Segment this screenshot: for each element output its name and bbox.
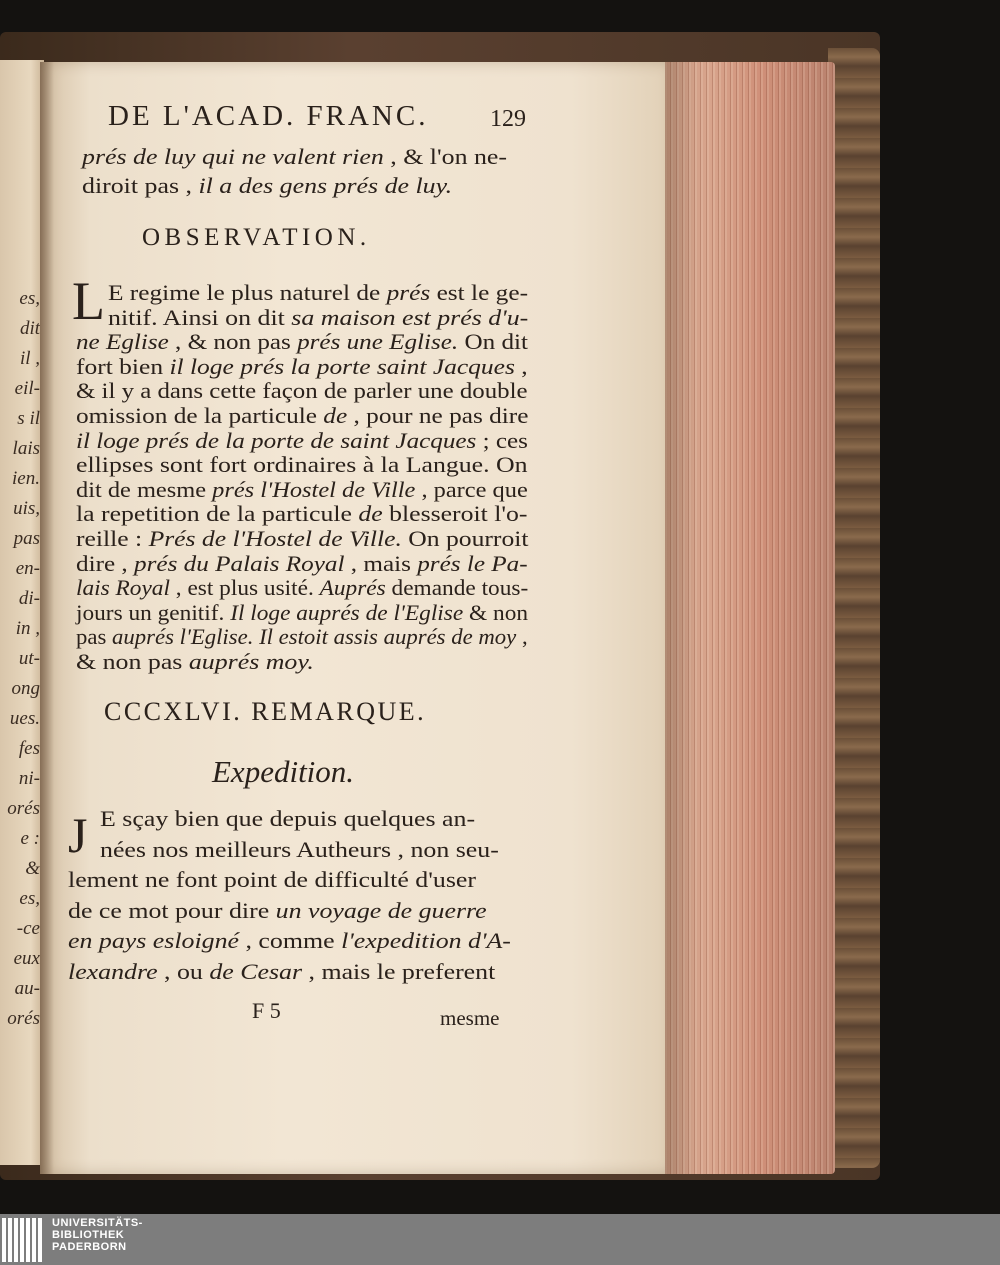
text-run: en pays esloigné xyxy=(68,928,240,953)
text-run: prés l'Hostel de Ville xyxy=(212,476,416,502)
text-run: un voyage de guerre xyxy=(275,897,487,923)
library-name-line3: PADERBORN xyxy=(52,1241,127,1253)
text-run: ellipses sont fort ordinaires à la Langue. On xyxy=(76,452,528,478)
left-page-fragment: ut- xyxy=(18,648,40,669)
left-page-fragment: eux xyxy=(13,948,40,969)
text-run: la repetition de la particule xyxy=(76,501,359,527)
text-run: de xyxy=(358,501,383,527)
text-line xyxy=(82,144,507,170)
drop-capital: J xyxy=(68,807,88,863)
text-line xyxy=(68,898,487,924)
text-line xyxy=(76,428,528,454)
text-run: , xyxy=(516,624,528,650)
left-page-fragment: dit xyxy=(19,318,40,339)
text-run: , parce que xyxy=(415,476,528,502)
text-run: Prés de l'Hostel de Ville. xyxy=(148,526,402,551)
text-run: prés le Pa- xyxy=(417,550,528,576)
text-run: auprés moy. xyxy=(188,649,314,674)
text-run: prés une Eglise. xyxy=(297,329,459,355)
signature-mark: F 5 xyxy=(252,998,281,1023)
left-page-fragment: orés xyxy=(7,798,40,819)
text-run: l'expedition d'A- xyxy=(341,928,511,953)
text-run: Il loge auprés de l'Eglise xyxy=(230,599,464,625)
left-page-fragment: orés xyxy=(7,1008,40,1029)
text-run: blesseroit l'o- xyxy=(382,501,528,527)
text-run: nitif. Ainsi on dit xyxy=(108,304,292,330)
text-run: , ou xyxy=(157,958,210,984)
left-page-fragment: es, xyxy=(19,888,40,909)
text-run: jours un genitif. xyxy=(76,599,231,625)
text-run: , & non pas xyxy=(168,329,298,355)
library-logo-icon xyxy=(2,1218,44,1262)
left-page-fragment: ong xyxy=(11,678,40,699)
text-line xyxy=(76,600,528,626)
text-line xyxy=(68,867,476,893)
text-run: prés de luy qui ne valent rien xyxy=(82,144,384,169)
text-run: de ce mot pour dire xyxy=(68,897,276,923)
text-run: dit de mesme xyxy=(76,476,213,502)
text-run: reille : xyxy=(76,526,149,551)
text-run: il loge prés de la porte de saint Jacques xyxy=(76,427,477,453)
text-run: prés xyxy=(386,280,431,305)
text-line xyxy=(68,959,495,985)
text-line xyxy=(76,501,527,527)
text-run: lement ne font point de difficulté d'user xyxy=(68,867,477,892)
left-page-fragment: fes xyxy=(18,738,40,759)
text-run: auprés l'Eglise. Il estoit assis auprés de moy xyxy=(112,624,517,650)
left-page-fragment: au- xyxy=(14,978,40,999)
text-run: On pourroit xyxy=(401,526,529,551)
text-run: diroit pas , xyxy=(82,173,199,198)
text-run: ; ces xyxy=(476,427,528,453)
text-line xyxy=(76,329,528,355)
left-page-fragment: il , xyxy=(19,348,40,369)
text-run: & il y a dans cette façon de parler une double xyxy=(76,378,528,404)
text-line xyxy=(76,526,529,552)
drop-capital: L xyxy=(72,271,105,331)
text-line xyxy=(76,452,528,478)
text-run: E regime le plus naturel de xyxy=(108,280,387,305)
text-line xyxy=(108,280,528,306)
left-page-fragment: -ce xyxy=(16,918,40,939)
text-run: fort bien xyxy=(76,353,170,379)
text-run: lexandre xyxy=(68,958,158,984)
text-run: il loge prés la porte saint Jacques xyxy=(169,353,515,379)
text-run: On dit xyxy=(458,329,528,355)
text-line xyxy=(76,403,528,429)
text-line xyxy=(76,378,528,404)
text-line xyxy=(82,173,452,199)
text-run: & non pas xyxy=(76,649,189,674)
left-page-fragment: & xyxy=(25,858,40,879)
library-name-line1: UNIVERSITÄTS- xyxy=(52,1217,143,1229)
left-page-fragment: es, xyxy=(19,288,40,309)
text-run: de xyxy=(323,403,348,428)
left-page-fragment: ni- xyxy=(18,768,40,789)
left-page-fragment: uis, xyxy=(13,498,40,519)
text-run: E sçay bien que depuis quelques an- xyxy=(100,806,476,831)
book-binding-edge xyxy=(828,48,880,1168)
text-run: omission de la particule xyxy=(76,403,324,428)
text-run: , pour ne pas dire xyxy=(347,403,529,428)
left-facing-page xyxy=(0,60,44,1165)
text-run: , xyxy=(514,353,528,379)
text-run: il a des gens prés de luy. xyxy=(198,173,453,198)
text-run: nées nos meilleurs Autheurs , non seu- xyxy=(100,836,499,862)
text-run: , mais le preferent xyxy=(302,958,496,984)
left-page-fragment: in , xyxy=(15,618,40,639)
remarque-subtitle: Expedition. xyxy=(212,754,355,789)
text-line xyxy=(76,477,528,503)
text-run: , comme xyxy=(239,928,342,953)
text-run: lais Royal xyxy=(76,575,170,601)
text-line xyxy=(100,806,475,832)
text-run: de Cesar xyxy=(209,958,303,984)
text-run: est le ge- xyxy=(430,280,529,305)
left-page-fragment: di- xyxy=(18,588,40,609)
text-line xyxy=(76,551,528,577)
left-page-fragment: ues. xyxy=(9,708,40,729)
left-page-fragment: en- xyxy=(15,558,40,579)
left-page-fragment: e : xyxy=(20,828,40,849)
text-run: sa maison est prés d'u- xyxy=(291,304,529,330)
left-page-fragment: eil- xyxy=(14,378,40,399)
library-footer xyxy=(0,1214,1000,1265)
text-run: Auprés xyxy=(319,575,386,601)
text-run: & non xyxy=(463,599,529,625)
text-run: ne Eglise xyxy=(76,329,169,355)
text-line xyxy=(100,837,499,863)
section-title-observation: OBSERVATION. xyxy=(142,224,371,251)
running-head: DE L'ACAD. FRANC. xyxy=(108,100,429,132)
left-page-fragment: ien. xyxy=(12,468,40,489)
page-number: 129 xyxy=(490,106,526,132)
left-page-fragment: s il xyxy=(17,408,40,429)
text-run: prés du Palais Royal xyxy=(134,550,345,576)
text-line xyxy=(76,575,528,601)
text-run: , mais xyxy=(344,550,418,576)
text-run: dire , xyxy=(76,550,135,576)
text-line xyxy=(108,305,528,331)
left-page-fragment: lais xyxy=(12,438,40,459)
text-line xyxy=(76,649,314,675)
text-run: pas xyxy=(76,624,113,650)
catchword: mesme xyxy=(440,1006,500,1030)
library-name-line2: BIBLIOTHEK xyxy=(52,1229,125,1241)
text-line xyxy=(76,624,528,650)
left-page-fragment: pas xyxy=(13,528,40,549)
section-title-remarque: CCCXLVI. REMARQUE. xyxy=(104,697,427,726)
text-line xyxy=(68,928,511,954)
text-run: , & l'on ne- xyxy=(383,144,508,169)
text-run: demande tous- xyxy=(385,575,529,601)
text-run: , est plus usité. xyxy=(169,575,320,601)
text-line xyxy=(76,354,528,380)
